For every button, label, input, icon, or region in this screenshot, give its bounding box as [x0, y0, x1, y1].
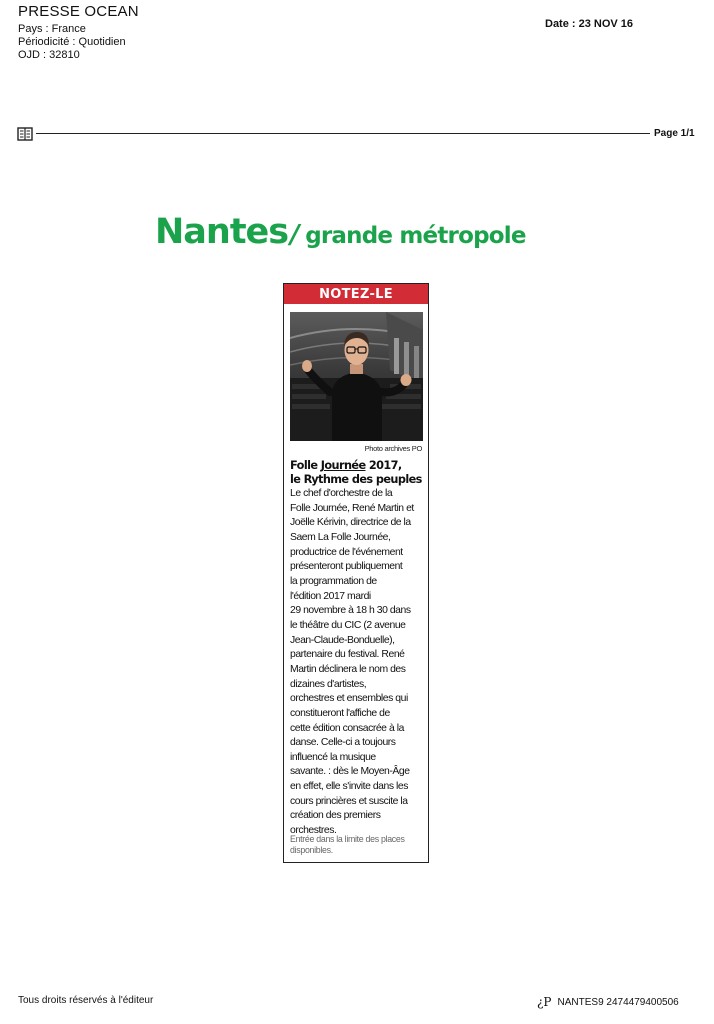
masthead-slash: /: [290, 220, 300, 250]
body-line: cours princières et suscite la: [290, 795, 408, 807]
article-body: [290, 487, 428, 839]
body-line: création des premiers: [290, 810, 381, 822]
header-rule: [36, 133, 650, 134]
body-line: l'édition 2017 mardi: [290, 590, 371, 602]
body-line: influencé la musique: [290, 751, 376, 763]
page-number: Page 1/1: [654, 128, 695, 139]
body-line: dizaines d'artistes,: [290, 678, 367, 690]
publication-meta: [18, 23, 126, 62]
footer-reference: [537, 995, 679, 1009]
body-line: la programmation de: [290, 575, 377, 587]
clipping-logo-icon: ¿P: [537, 995, 552, 1009]
masthead: [155, 212, 575, 262]
headline-part-1: Folle: [290, 459, 321, 472]
body-line: Martin déclinera le nom des: [290, 663, 406, 675]
article-note: [290, 834, 426, 856]
country-line: Pays : France: [18, 23, 86, 35]
masthead-subtitle: grande métropole: [305, 223, 526, 249]
body-line: présenteront publiquement: [290, 561, 403, 573]
book-icon: [17, 127, 33, 141]
body-line: Saem La Folle Journée,: [290, 531, 391, 543]
conductor-photo: [290, 312, 423, 441]
masthead-city: Nantes: [155, 212, 289, 252]
body-line: productrice de l'événement: [290, 546, 403, 558]
article-box: [283, 283, 429, 863]
body-line: 29 novembre à 18 h 30 dans: [290, 605, 411, 617]
rights-notice: Tous droits réservés à l'éditeur: [18, 995, 154, 1006]
body-line: orchestres et ensembles qui: [290, 693, 408, 705]
ojd-line: OJD : 32810: [18, 49, 80, 61]
headline-part-2: 2017,: [365, 459, 402, 472]
body-line: partenaire du festival. René: [290, 649, 405, 661]
notez-le-band: NOTEZ-LE: [284, 284, 428, 304]
note-line: Entrée dans la limite des places: [290, 834, 405, 844]
body-line: Folle Journée, René Martin et: [290, 502, 414, 514]
body-line: savante. : dès le Moyen-Âge: [290, 766, 410, 778]
body-line: cette édition consacrée à la: [290, 722, 404, 734]
body-line: Jean-Claude-Bonduelle),: [290, 634, 395, 646]
periodicity-line: Périodicité : Quotidien: [18, 36, 126, 48]
article-headline: [290, 459, 426, 487]
headline-line-2: le Rythme des peuples: [290, 473, 422, 486]
note-line: disponibles.: [290, 845, 333, 855]
body-line: Le chef d'orchestre de la: [290, 488, 393, 499]
body-line: danse. Celle-ci a toujours: [290, 737, 396, 749]
publication-title: PRESSE OCEAN: [18, 3, 139, 20]
headline-underlined: Journée: [320, 459, 366, 472]
publication-date: Date : 23 NOV 16: [545, 18, 634, 30]
photo-credit: Photo archives PO: [364, 444, 422, 453]
body-line: le théâtre du CIC (2 avenue: [290, 619, 406, 631]
body-line: Joëlle Kérivin, directrice de la: [290, 517, 411, 529]
body-line: orchestres.: [290, 825, 337, 837]
reference-code: NANTES9 2474479400506: [557, 997, 679, 1008]
body-line: constitueront l'affiche de: [290, 707, 390, 719]
body-line: en effet, elle s'invite dans les: [290, 781, 408, 793]
